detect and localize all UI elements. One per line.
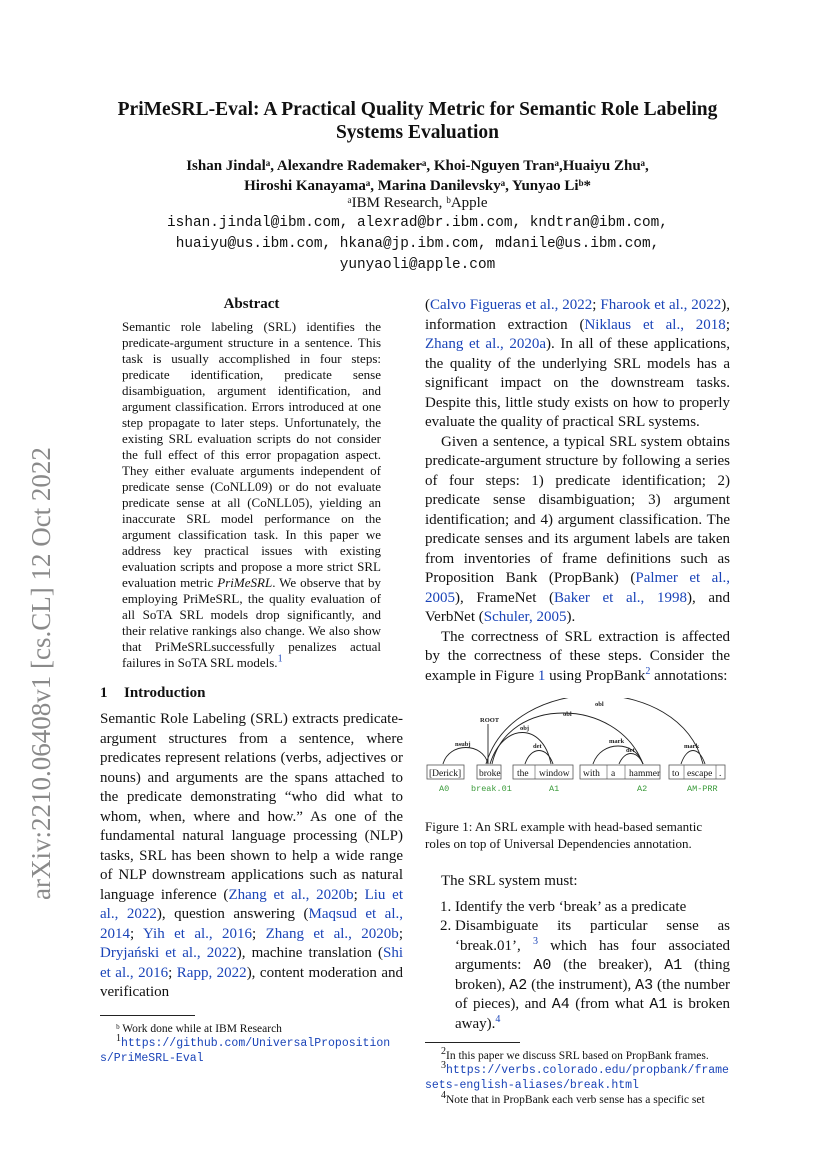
figure-caption: Figure 1: An SRL example with head-based semantic roles on top of Universal Dependencies annotation. (425, 819, 703, 851)
abstract-text-end: . We observe that by employing PriMeSRL, the quality evaluation of all SoTA SRL models drop significantly, and their relative rankings also change. We also show that PriMeSRLsuccessfully penalizes actual failures in SoTA SRL models. (122, 575, 381, 670)
arc-label-obl: obl (563, 711, 572, 718)
role-label: A1 (549, 784, 560, 794)
footnote-mark: 2 (441, 1046, 446, 1058)
paragraph-text: ). (566, 609, 576, 625)
authors-line-1: Ishan Jindalᵃ, Alexandre Rademakerᵃ, Khoi-Nguyen Tranᵃ,Huaiyu Zhuᵃ, (186, 158, 649, 174)
arg-code: A1 (664, 957, 683, 974)
arxiv-id-text: arXiv:2210.06408v1 [cs.CL] 12 Oct 2022 (26, 447, 56, 900)
paragraph-text: ). In all of these applications, the quality of the underlying SRL models has a significant impact on the downstream tasks. Despite this, little study exists on how to properly evaluate the quality of practical SRL systems. (425, 336, 730, 430)
citation-link[interactable]: Baker et al., 1998 (554, 589, 687, 606)
arc-label-obj: obj (520, 725, 530, 732)
semantic-roles (439, 784, 718, 794)
citation-separator: ; (398, 925, 403, 942)
step-text: which has four associated arguments: (455, 937, 730, 973)
citation-link[interactable]: Dryjański et al., 2022 (100, 945, 237, 961)
paren: ( (425, 297, 430, 313)
email-line-2: huaiyu@us.ibm.com, hkana@jp.ibm.com, mdanile@us.ibm.com, (175, 236, 660, 252)
paragraph-text: ), and VerbNet ( (425, 589, 731, 625)
paragraph-text: using PropBank (545, 667, 646, 684)
arc-label-root: ROOT (480, 717, 500, 724)
section-title: Introduction (124, 685, 206, 701)
footnote-star: ᵇ Work done while at IBM Research (116, 1022, 282, 1035)
citation-separator: ; (252, 925, 266, 942)
dependency-arcs (443, 698, 705, 764)
citation-link[interactable]: Yih et al., 2016 (143, 925, 253, 942)
citation-link[interactable]: Maqsud et al., 2014 (100, 906, 404, 942)
section-heading-introduction (100, 685, 403, 702)
token: window (539, 769, 570, 779)
citation-separator: ; (353, 886, 365, 903)
role-label: break.01 (471, 784, 512, 794)
arc-label-obl: obl (595, 701, 604, 708)
citation-link[interactable]: Zhang et al., 2020b (228, 886, 354, 903)
intro-text: ), content moderation and verification (100, 964, 404, 1000)
right-paragraph-3 (425, 628, 730, 687)
arxiv-identifier-stamp (14, 360, 64, 900)
paper-title (60, 98, 775, 144)
footnote-2-link[interactable]: 2 (645, 665, 651, 677)
section-number: 1 (100, 685, 108, 701)
email-line-3: yunyaoli@apple.com (339, 257, 496, 273)
arg-code: A2 (509, 976, 528, 994)
token: to (672, 769, 680, 779)
arc-label-det: det (533, 743, 542, 750)
footnote-text: Note that in PropBank each verb sense has a specific set (446, 1094, 705, 1106)
role-label: A2 (637, 784, 648, 794)
arc-labels (455, 701, 700, 754)
footnote-divider (100, 1015, 195, 1016)
citation-link[interactable]: Liu et al., 2022 (100, 886, 403, 922)
footnote-divider (425, 1042, 520, 1043)
footnote-4 (425, 1090, 730, 1107)
right-paragraph-1 (425, 296, 730, 433)
token: escape (687, 769, 713, 779)
intro-text: Semantic Role Labeling (SRL) extracts predicate-argument structures from a sentence, where predicates represent relations (verbs, adjectives or nouns) and arguments are the spans attached to the predicate demonstrating “who did what to whom, when, where and how.” As one of the fundamental natural language processing (NLP) tasks, SRL has been shown to help a wide range of NLP downstream applications such as natural language inference ( (100, 711, 403, 903)
footnote-1-url-link[interactable]: https://github.com/UniversalPropositions/PriMeSRL-Eval (100, 1036, 391, 1065)
footnote-text: In this paper we discuss SRL based on PropBank frames. (446, 1050, 709, 1062)
arc-label-nsubj: nsubj (455, 741, 471, 748)
arg-code: A1 (649, 996, 668, 1013)
footnote-mark: 1 (116, 1032, 121, 1044)
intro-text: ), machine translation ( (236, 945, 383, 961)
token: . (719, 769, 722, 779)
citation-link[interactable]: Schuler, 2005 (483, 609, 567, 625)
step-text: (the number of pieces), and (455, 976, 730, 1012)
arc-label-det: det (626, 747, 635, 754)
footnote-1 (100, 1032, 403, 1066)
intro-text: ), question answering ( (156, 906, 309, 922)
authors-line-2: Hiroshi Kanayamaᵃ, Marina Danilevskyᵃ, Yunyao Liᵇ* (244, 178, 591, 194)
footnote-1-link[interactable]: 1 (277, 653, 283, 665)
token-boxes (427, 765, 725, 779)
citation-separator: ; (592, 297, 601, 313)
citation-link[interactable]: Palmer et al., 2005 (425, 570, 731, 606)
paragraph-text: annotations: (650, 667, 728, 684)
arg-code: A0 (533, 957, 552, 974)
step-text: (the instrument), (527, 976, 636, 993)
step-text: is broken away). (455, 996, 730, 1032)
title-line-2: Systems Evaluation (335, 122, 500, 143)
intro-paragraph (100, 710, 403, 1003)
arg-code: A3 (635, 976, 654, 994)
paragraph-text: Given a sentence, a typical SRL system obtains predicate-argument structure by following a series of four steps: 1) predicate identification; 2) predicate sense disambiguation; 3) argument identification; and 4) argument classification. The predicate senses and its argument labels are taken from inventories of frame definitions such as Proposition Bank (PropBank) ( (425, 433, 730, 586)
token: with (583, 769, 600, 779)
citation-link[interactable]: Fharook et al., 2022 (600, 297, 722, 313)
citation-separator: ; (130, 925, 144, 942)
citation-separator: ; (725, 316, 730, 333)
citation-link[interactable]: Niklaus et al., 2018 (584, 316, 726, 333)
arg-code: A4 (551, 996, 570, 1013)
step-text: (thing broken), (455, 957, 730, 993)
citation-link[interactable]: Zhang et al., 2020b (265, 925, 399, 942)
role-label: AM-PRR (687, 784, 718, 794)
list-item (455, 898, 730, 918)
citation-link[interactable]: Rapp, 2022 (176, 964, 247, 981)
tokens (429, 769, 721, 779)
list-item (455, 917, 730, 1034)
arc-nsubj (443, 748, 488, 765)
footnote-2 (425, 1046, 730, 1063)
citation-link[interactable]: Shi et al., 2016 (100, 945, 403, 981)
footnote-mark: 3 (441, 1060, 446, 1072)
srl-steps-list (425, 898, 730, 1035)
role-label: A0 (439, 784, 450, 794)
paragraph-text: ), FrameNet ( (455, 589, 555, 606)
token: a (611, 769, 616, 779)
right-paragraph-2 (425, 433, 730, 628)
footnote-3-url-link[interactable]: https://verbs.colorado.edu/propbank/framesets-english-aliases/break.html (425, 1064, 729, 1092)
step-text: Identify the verb ‘break’ as a predicate (455, 898, 687, 915)
author-list (60, 156, 775, 196)
footnote-3 (425, 1060, 730, 1093)
footnote-mark: 4 (441, 1090, 446, 1102)
email-line-1: ishan.jindal@ibm.com, alexrad@br.ibm.com, kndtran@ibm.com, (167, 215, 668, 231)
abstract-text: Semantic role labeling (SRL) identifies the predicate-argument structure in a sentence. This task is usually accomplished in four steps: predicate identification, predicate sense disambiguation, argument identification, and argument classification. Errors introduced at one step propagate to later steps. Unfortunately, the existing SRL evaluation scripts do not consider the full effect of this error propagation aspect. They either evaluate arguments independent of predicate sense (CoNLL09) or do not evaluate predicate sense at all (CoNLL05), yielding an inaccurate SRL model performance on the argument classification task. In this paper we address key practical issues with existing evaluation scripts and propose a more strict SRL evaluation metric (122, 319, 381, 590)
arc-det-window (525, 751, 553, 765)
abstract-heading: Abstract (223, 296, 280, 312)
figure-ref-link[interactable]: 1 (537, 667, 546, 684)
paragraph-text: ), information extraction ( (425, 297, 730, 333)
author-emails (60, 213, 775, 276)
step-text: (from what (569, 996, 650, 1012)
step-text: Disambiguate its particular sense as ‘break.01’, (455, 918, 730, 954)
title-line-1: PriMeSRL-Eval: A Practical Quality Metric for Semantic Role Labeling (117, 99, 718, 120)
srl-dependency-diagram (425, 698, 730, 810)
step-text: (the breaker), (551, 957, 665, 973)
token: the (517, 769, 529, 779)
citation-link[interactable]: Zhang et al., 2020a (425, 336, 547, 352)
token: hammer (629, 769, 661, 779)
token: [Derick] (429, 769, 462, 779)
abstract-metric-name: PriMeSRL (217, 575, 273, 590)
footnote-3-link[interactable]: 3 (532, 935, 538, 947)
srl-must-intro: The SRL system must: (441, 873, 578, 889)
paragraph-text: The correctness of SRL extraction is affected by the correctness of these steps. Consider the example in Figure (425, 628, 730, 684)
citation-link[interactable]: Calvo Figueras et al., 2022 (430, 297, 593, 313)
arc-label-mark: mark (609, 738, 625, 745)
left-column (100, 296, 403, 1066)
footnote-4-link[interactable]: 4 (495, 1013, 501, 1025)
affiliations: ᵃIBM Research, ᵇApple (347, 195, 488, 211)
abstract-body (100, 319, 403, 671)
token: broke (479, 769, 501, 779)
figure-1 (425, 698, 730, 852)
citation-separator: ; (168, 964, 177, 981)
right-column (425, 296, 730, 1107)
arc-label-mark: mark (684, 743, 700, 750)
